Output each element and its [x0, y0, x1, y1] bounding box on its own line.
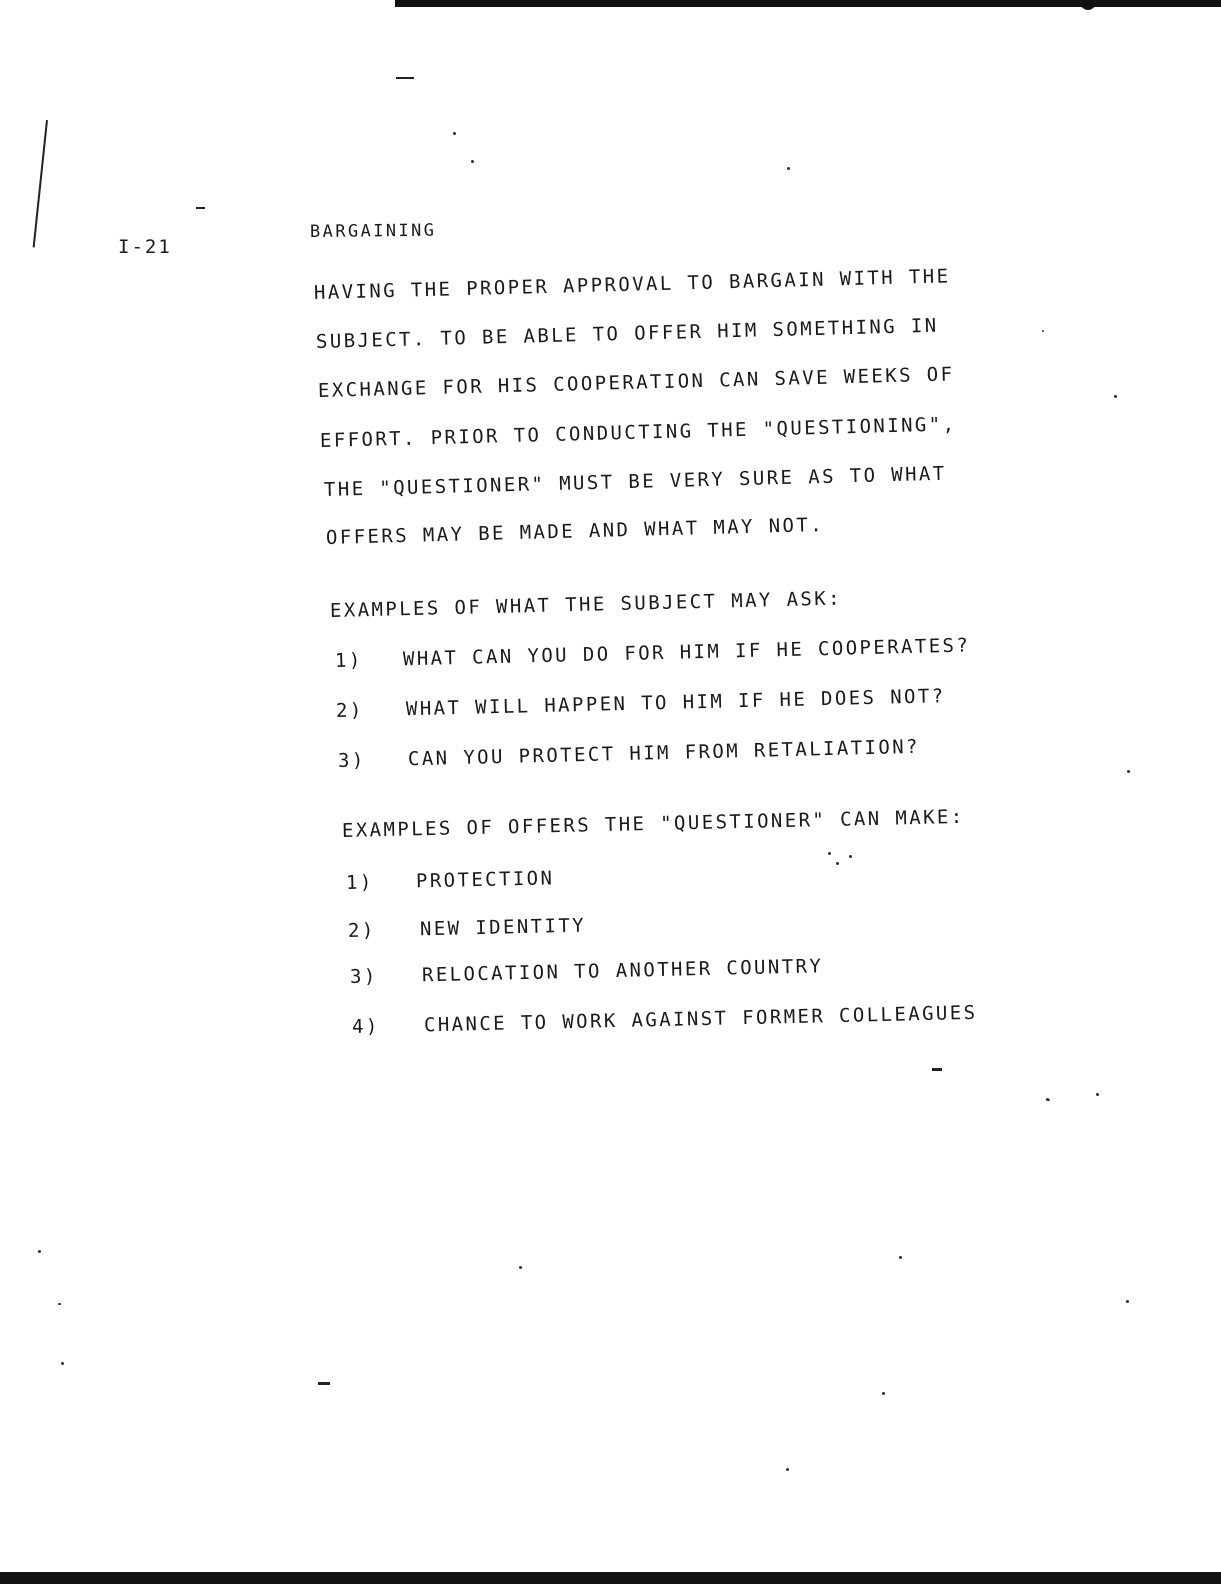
list-number: 2)	[347, 919, 376, 942]
list-item	[335, 634, 971, 672]
list-item	[346, 867, 555, 894]
list-number: 1)	[345, 871, 374, 894]
scan-speck	[1114, 395, 1117, 398]
section-title: EXAMPLES OF WHAT THE SUBJECT MAY ASK:	[329, 587, 843, 622]
list-text: RELOCATION TO ANOTHER COUNTRY	[421, 955, 824, 987]
scan-speck	[1042, 330, 1044, 332]
scan-speck	[1096, 1093, 1099, 1096]
scan-edge-top	[395, 0, 1221, 7]
scan-speck	[453, 132, 456, 135]
list-number: 3)	[337, 749, 366, 772]
scan-speck	[58, 1303, 61, 1305]
list-item	[352, 1002, 978, 1038]
section-title: EXAMPLES OF OFFERS THE "QUESTIONER" CAN MAKE:	[341, 805, 965, 842]
scan-speck	[828, 852, 831, 855]
list-item	[336, 685, 946, 722]
scan-speck	[786, 1468, 789, 1471]
list-item	[338, 736, 920, 772]
scan-edge-bottom	[0, 1572, 1221, 1584]
paragraph-line: SUBJECT. TO BE ABLE TO OFFER HIM SOMETHING IN	[315, 314, 939, 353]
list-text: PROTECTION	[415, 867, 555, 893]
scan-dash	[196, 207, 205, 209]
list-item	[348, 915, 587, 942]
scan-speck	[1126, 1300, 1129, 1303]
list-text: WHAT CAN YOU DO FOR HIM IF HE COOPERATES?	[402, 634, 971, 671]
scan-dash	[932, 1068, 942, 1071]
paragraph-line: EFFORT. PRIOR TO CONDUCTING THE "QUESTIONING",	[319, 413, 957, 452]
scan-speck	[519, 1266, 522, 1269]
paragraph-line: OFFERS MAY BE MADE AND WHAT MAY NOT.	[325, 513, 825, 549]
paragraph-line: THE "QUESTIONER" MUST BE VERY SURE AS TO WHAT	[323, 462, 947, 501]
scan-speck	[849, 855, 852, 858]
list-number: 4)	[351, 1015, 380, 1038]
scan-speck	[61, 1362, 64, 1365]
scan-speck	[882, 1392, 885, 1395]
scan-speck	[38, 1250, 41, 1253]
list-text: CAN YOU PROTECT HIM FROM RETALIATION?	[407, 735, 921, 771]
scan-dash	[396, 77, 414, 79]
margin-mark	[33, 120, 48, 248]
scan-speck	[836, 862, 839, 865]
list-number: 1)	[334, 649, 363, 672]
list-text: CHANCE TO WORK AGAINST FORMER COLLEAGUES	[423, 1001, 978, 1037]
page-number: I-21	[118, 236, 172, 258]
paragraph-line: EXCHANGE FOR HIS COOPERATION CAN SAVE WEEKS OF	[317, 363, 955, 402]
scan-speck	[471, 160, 474, 163]
scan-speck	[899, 1256, 902, 1259]
scan-speck	[787, 167, 790, 170]
section-heading: BARGAINING	[309, 220, 437, 242]
scan-speck	[1127, 770, 1130, 773]
list-text: NEW IDENTITY	[419, 914, 587, 941]
scan-blot	[1080, 0, 1096, 10]
list-number: 3)	[349, 965, 378, 988]
scan-speck	[1048, 1099, 1050, 1101]
list-text: WHAT WILL HAPPEN TO HIM IF HE DOES NOT?	[405, 685, 946, 721]
list-item	[350, 955, 824, 988]
paragraph-line: HAVING THE PROPER APPROVAL TO BARGAIN WITH THE	[313, 265, 951, 304]
scan-dash	[318, 1382, 330, 1385]
list-number: 2)	[335, 699, 364, 722]
